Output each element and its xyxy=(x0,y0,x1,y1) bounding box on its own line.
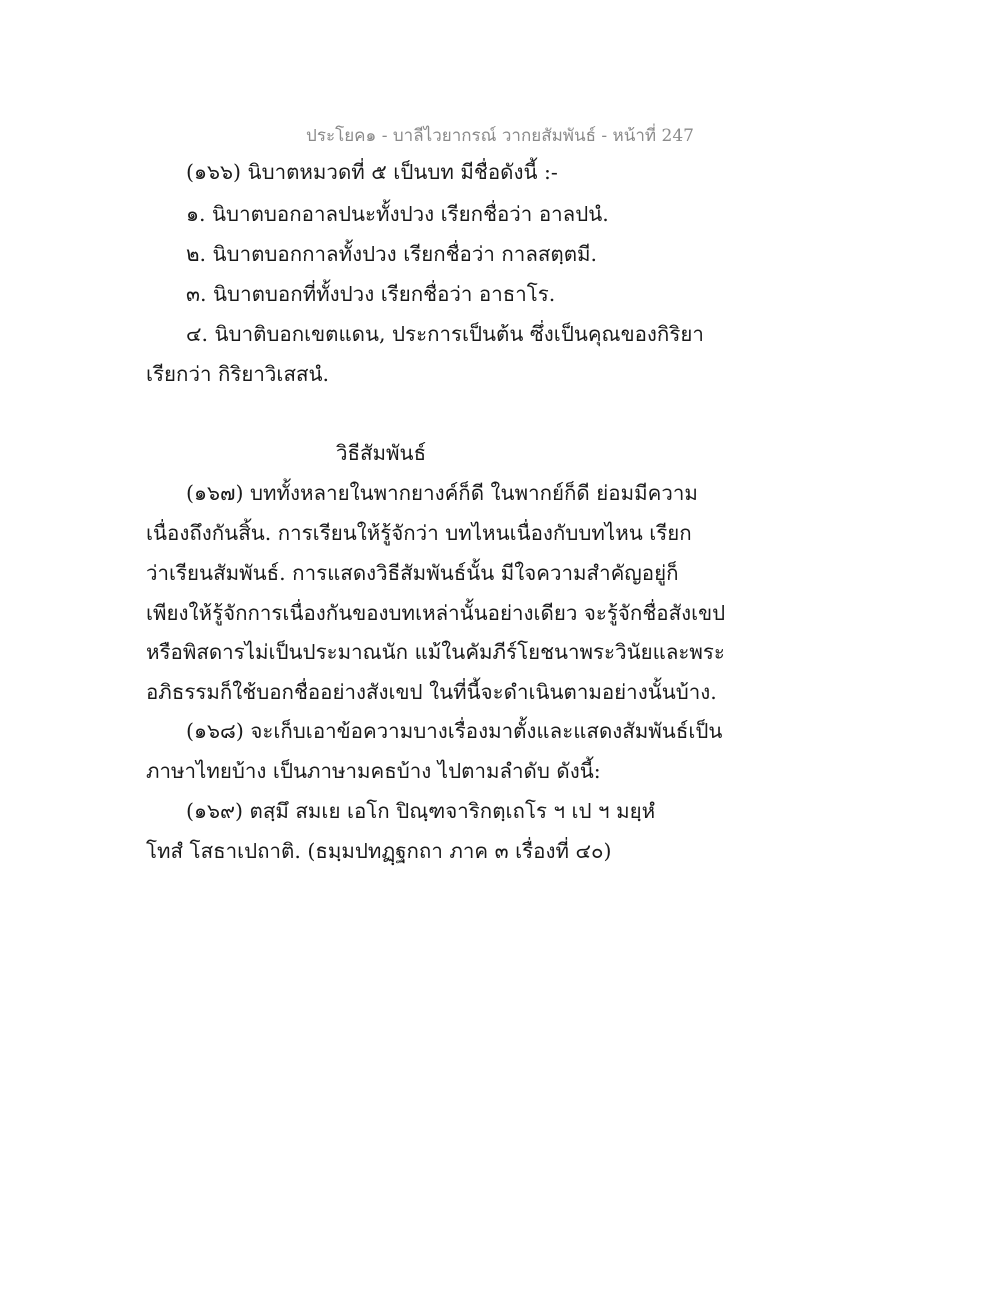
paragraph-line: เนื่องถึงกันสิ้น. การเรียนให้รู้จักว่า บทไหนเนื่องกับบทไหน เรียก xyxy=(146,521,692,545)
list-item: ๔. นิบาติบอกเขตแดน, ประการเป็นต้น ซึ่งเป็นคุณของกิริยา xyxy=(186,322,704,346)
running-header: ประโยค๑ - บาลีไวยากรณ์ วากยสัมพันธ์ - หน้าที่ 247 xyxy=(306,126,694,146)
paragraph-line: เพียงให้รู้จักการเนื่องกันของบทเหล่านั้นอย่างเดียว จะรู้จักชื่อสังเขป xyxy=(146,601,726,625)
paragraph-line: ว่าเรียนสัมพันธ์. การแสดงวิธีสัมพันธ์นั้น มีใจความสำคัญอยู่ก็ xyxy=(146,561,679,585)
pali-quote-line: (๑๖๙) ตสฺมึ สมเย เอโก ปิณฺฑจาริกตฺเถโร ฯ เป ฯ มยฺหํ xyxy=(186,799,656,823)
paragraph-line: เรียกว่า กิริยาวิเสสนํ. xyxy=(146,362,329,386)
list-item: ๑. นิบาตบอกอาลปนะทั้งปวง เรียกชื่อว่า อาลปนํ. xyxy=(186,202,609,226)
paragraph-line: ภาษาไทยบ้าง เป็นภาษามคธบ้าง ไปตามลำดับ ดังนี้: xyxy=(146,759,601,783)
list-item: ๒. นิบาตบอกกาลทั้งปวง เรียกชื่อว่า กาลสตฺตมี. xyxy=(186,242,598,266)
paragraph-line: หรือพิสดารไม่เป็นประมาณนัก แม้ในคัมภีร์โยชนาพระวินัยและพระ xyxy=(146,640,725,664)
list-item: ๓. นิบาตบอกที่ทั้งปวง เรียกชื่อว่า อาธาโร. xyxy=(186,282,556,306)
section-heading: วิธีสัมพันธ์ xyxy=(336,441,427,465)
paragraph-line: อภิธรรมก็ใช้บอกชื่ออย่างสังเขป ในที่นี้จะดำเนินตามอย่างนั้นบ้าง. xyxy=(146,680,717,704)
pali-quote-line: โทสํ โสธาเปถาติ. (ธมฺมปทฏฺฐกถา ภาค ๓ เรื่องที่ ๔๐) xyxy=(146,839,612,863)
paragraph-line: (๑๖๖) นิบาตหมวดที่ ๕ เป็นบท มีชื่อดังนี้ :- xyxy=(186,160,558,184)
paragraph-line: (๑๖๗) บททั้งหลายในพากยางค์ก็ดี ในพากย์ก็ดี ย่อมมีความ xyxy=(186,481,698,505)
paragraph-line: (๑๖๘) จะเก็บเอาข้อความบางเรื่องมาตั้งและแสดงสัมพันธ์เป็น xyxy=(186,719,723,743)
